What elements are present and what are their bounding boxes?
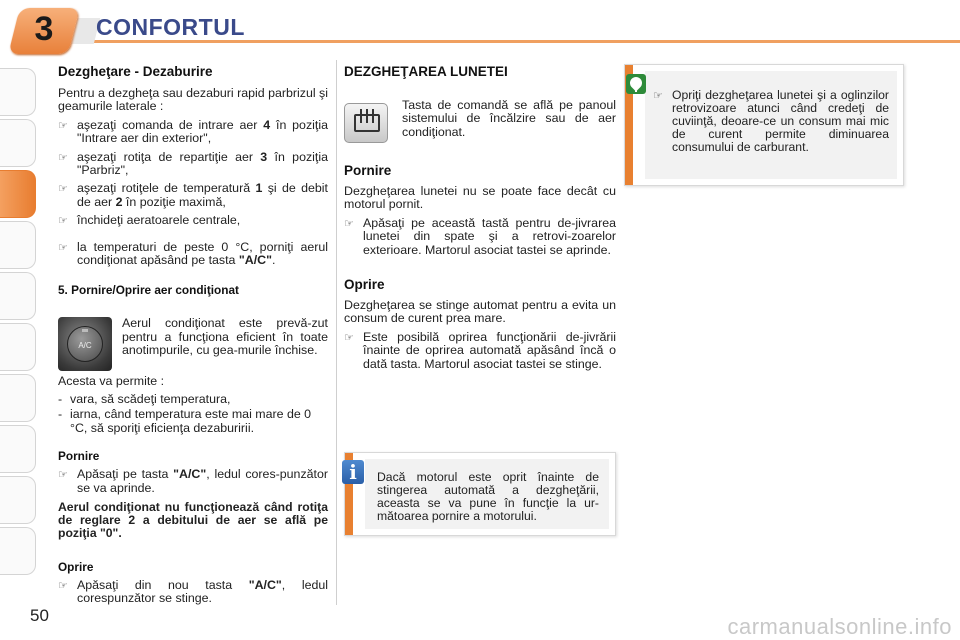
ac-start-step: ☞ Apăsaţi pe tasta "A/C", ledul cores-punzător se va aprinde. [58, 467, 328, 495]
ac-key-label: "A/C" [173, 467, 207, 482]
side-tab-4[interactable] [0, 221, 36, 269]
pointing-hand-icon: ☞ [344, 217, 354, 230]
ac-stop-title: Oprire [58, 559, 94, 574]
left-column [58, 64, 328, 606]
middle-column [344, 64, 616, 371]
side-tab-9[interactable] [0, 476, 36, 524]
info-note-text: Dacă motorul este oprit înainte de stingerea automată a dezgheţării, aceasta se va pune în funcţie la ur-mătoarea pornire a motorului. [365, 459, 609, 529]
pointing-hand-icon: ☞ [58, 579, 68, 592]
side-tab-7[interactable] [0, 374, 36, 422]
info-icon: i [342, 460, 364, 484]
step-item [58, 182, 328, 209]
side-tab-8[interactable] [0, 425, 36, 473]
ac-button-image [58, 317, 112, 371]
step-text: închideţi aeratoarele centrale, [77, 213, 241, 228]
defrost-start-step: ☞ Apăsaţi pe această tastă pentru de-jivrarea lunetei din spate şi a retrovi-zoarelor exterioare. Martorul asociat tastei se aprinde. [344, 215, 616, 257]
rear-defrost-heading: DEZGHEŢAREA LUNETEI [344, 64, 508, 79]
pointing-hand-icon: ☞ [653, 90, 663, 102]
defrost-intro: Pentru a dezgheţa sau dezaburi rapid parbrizul şi geamurile laterale : [58, 86, 329, 114]
defrost-heading: Dezgheţare - Dezaburire [58, 64, 213, 79]
rear-window-defrost-icon [344, 103, 388, 143]
list-item: - vara, să scădeţi temperatura, [58, 391, 231, 406]
side-tab-3-active[interactable] [0, 170, 36, 218]
eco-leaf-icon [626, 74, 646, 94]
tip-text: la temperaturi de peste 0 °C, porniţi aerul condiţionat apăsând pe tasta [77, 239, 328, 268]
pointing-hand-icon: ☞ [58, 151, 68, 164]
step-number: 3 [260, 149, 268, 164]
defrost-stop-text: Dezgheţarea se stinge automat pentru a evita un consum de curent prea mare. [344, 298, 616, 326]
ac-start-title: Pornire [58, 449, 100, 464]
step-item [58, 119, 328, 146]
page-title: CONFORTUL [96, 14, 245, 40]
chapter-side-tabs [0, 68, 42, 578]
ac-key-label: "A/C" [248, 577, 282, 592]
step-number: 4 [263, 117, 271, 132]
pointing-hand-icon: ☞ [344, 331, 354, 344]
defrost-start-title: Pornire [344, 163, 392, 178]
side-tab-10[interactable] [0, 527, 36, 575]
ac-description: Aerul condiţionat este prevă-zut pentru a funcţiona eficient în toate anotimpurile, cu gea-murile închise. [122, 316, 328, 358]
defrost-intro: Tasta de comandă se află pe panoul sistemului de încălzire sau de aer condiţionat. [402, 98, 616, 139]
ac-tip [58, 241, 328, 268]
step-text: în poziţie maximă, [122, 194, 226, 209]
step-text: aşezaţi comanda de intrare aer [77, 117, 264, 132]
list-item: - iarna, când temperatura este mai mare de 0 °C, să sporiţi eficienţa dezaburirii. [58, 407, 312, 435]
defrost-illustration-row [344, 99, 616, 143]
section-5-title: 5. Pornire/Oprire aer condiţionat [58, 283, 239, 298]
eco-note-box [624, 64, 904, 186]
ac-stop-step: ☞ Apăsaţi din nou tasta "A/C", ledul corespunzător se stinge. [58, 577, 328, 606]
info-note-box [344, 452, 616, 536]
chapter-number: 3 [34, 10, 54, 48]
ac-illustration-row [58, 317, 328, 371]
watermark: carmanualsonline.info [727, 614, 952, 639]
allows-text: Acesta va permite : [58, 374, 165, 389]
defrost-start-text: Dezgheţarea lunetei nu se poate face decât cu motorul pornit. [344, 184, 616, 212]
page-header [0, 0, 960, 60]
pointing-hand-icon: ☞ [58, 241, 68, 254]
step-number: 2 [115, 194, 123, 209]
step-text: aşezaţi rotiţele de temperatură [77, 181, 256, 196]
step-item [58, 151, 328, 178]
column-divider [336, 60, 337, 605]
defrost-stop-title: Oprire [344, 277, 385, 293]
ac-warning: Aerul condiţionat nu funcţionează când rotiţa de reglare 2 a debitului de aer se află pe poziţia "0". [58, 499, 328, 540]
page-number: 50 [30, 606, 49, 625]
eco-note [653, 89, 889, 154]
pointing-hand-icon: ☞ [58, 215, 68, 228]
side-tab-6[interactable] [0, 323, 36, 371]
ac-key-label: "A/C" [238, 253, 272, 268]
step-text: în poziţia "Intrare aer din exterior", [77, 117, 328, 146]
ac-button-label: A/C [78, 341, 92, 351]
pointing-hand-icon: ☞ [58, 469, 68, 482]
step-item [58, 214, 328, 228]
eco-note-text: Opriţi dezgheţarea lunetei şi a oglinzilor retrovizoare atunci când credeţi de cuviinţă, deoare-ce un consum mai mic de curent permite diminuarea consumului de carburant. [672, 88, 889, 154]
step-text: aşezaţi rotiţa de repartiţie aer [77, 149, 261, 164]
step-text: şi de debit de aer [77, 181, 328, 209]
tip-text: . [271, 253, 276, 268]
pointing-hand-icon: ☞ [58, 183, 68, 196]
defrost-stop-step: ☞ Este posibilă oprirea funcţionării de-jivrării înainte de oprirea automată apăsând încă o dată tasta. Martorul asociat tastei se stinge. [344, 329, 616, 371]
side-tab-1[interactable] [0, 68, 36, 116]
side-tab-2[interactable] [0, 119, 36, 167]
step-text: în poziţia "Parbriz", [77, 149, 328, 178]
side-tab-5[interactable] [0, 272, 36, 320]
pointing-hand-icon: ☞ [58, 119, 68, 132]
step-number: 1 [255, 181, 263, 196]
